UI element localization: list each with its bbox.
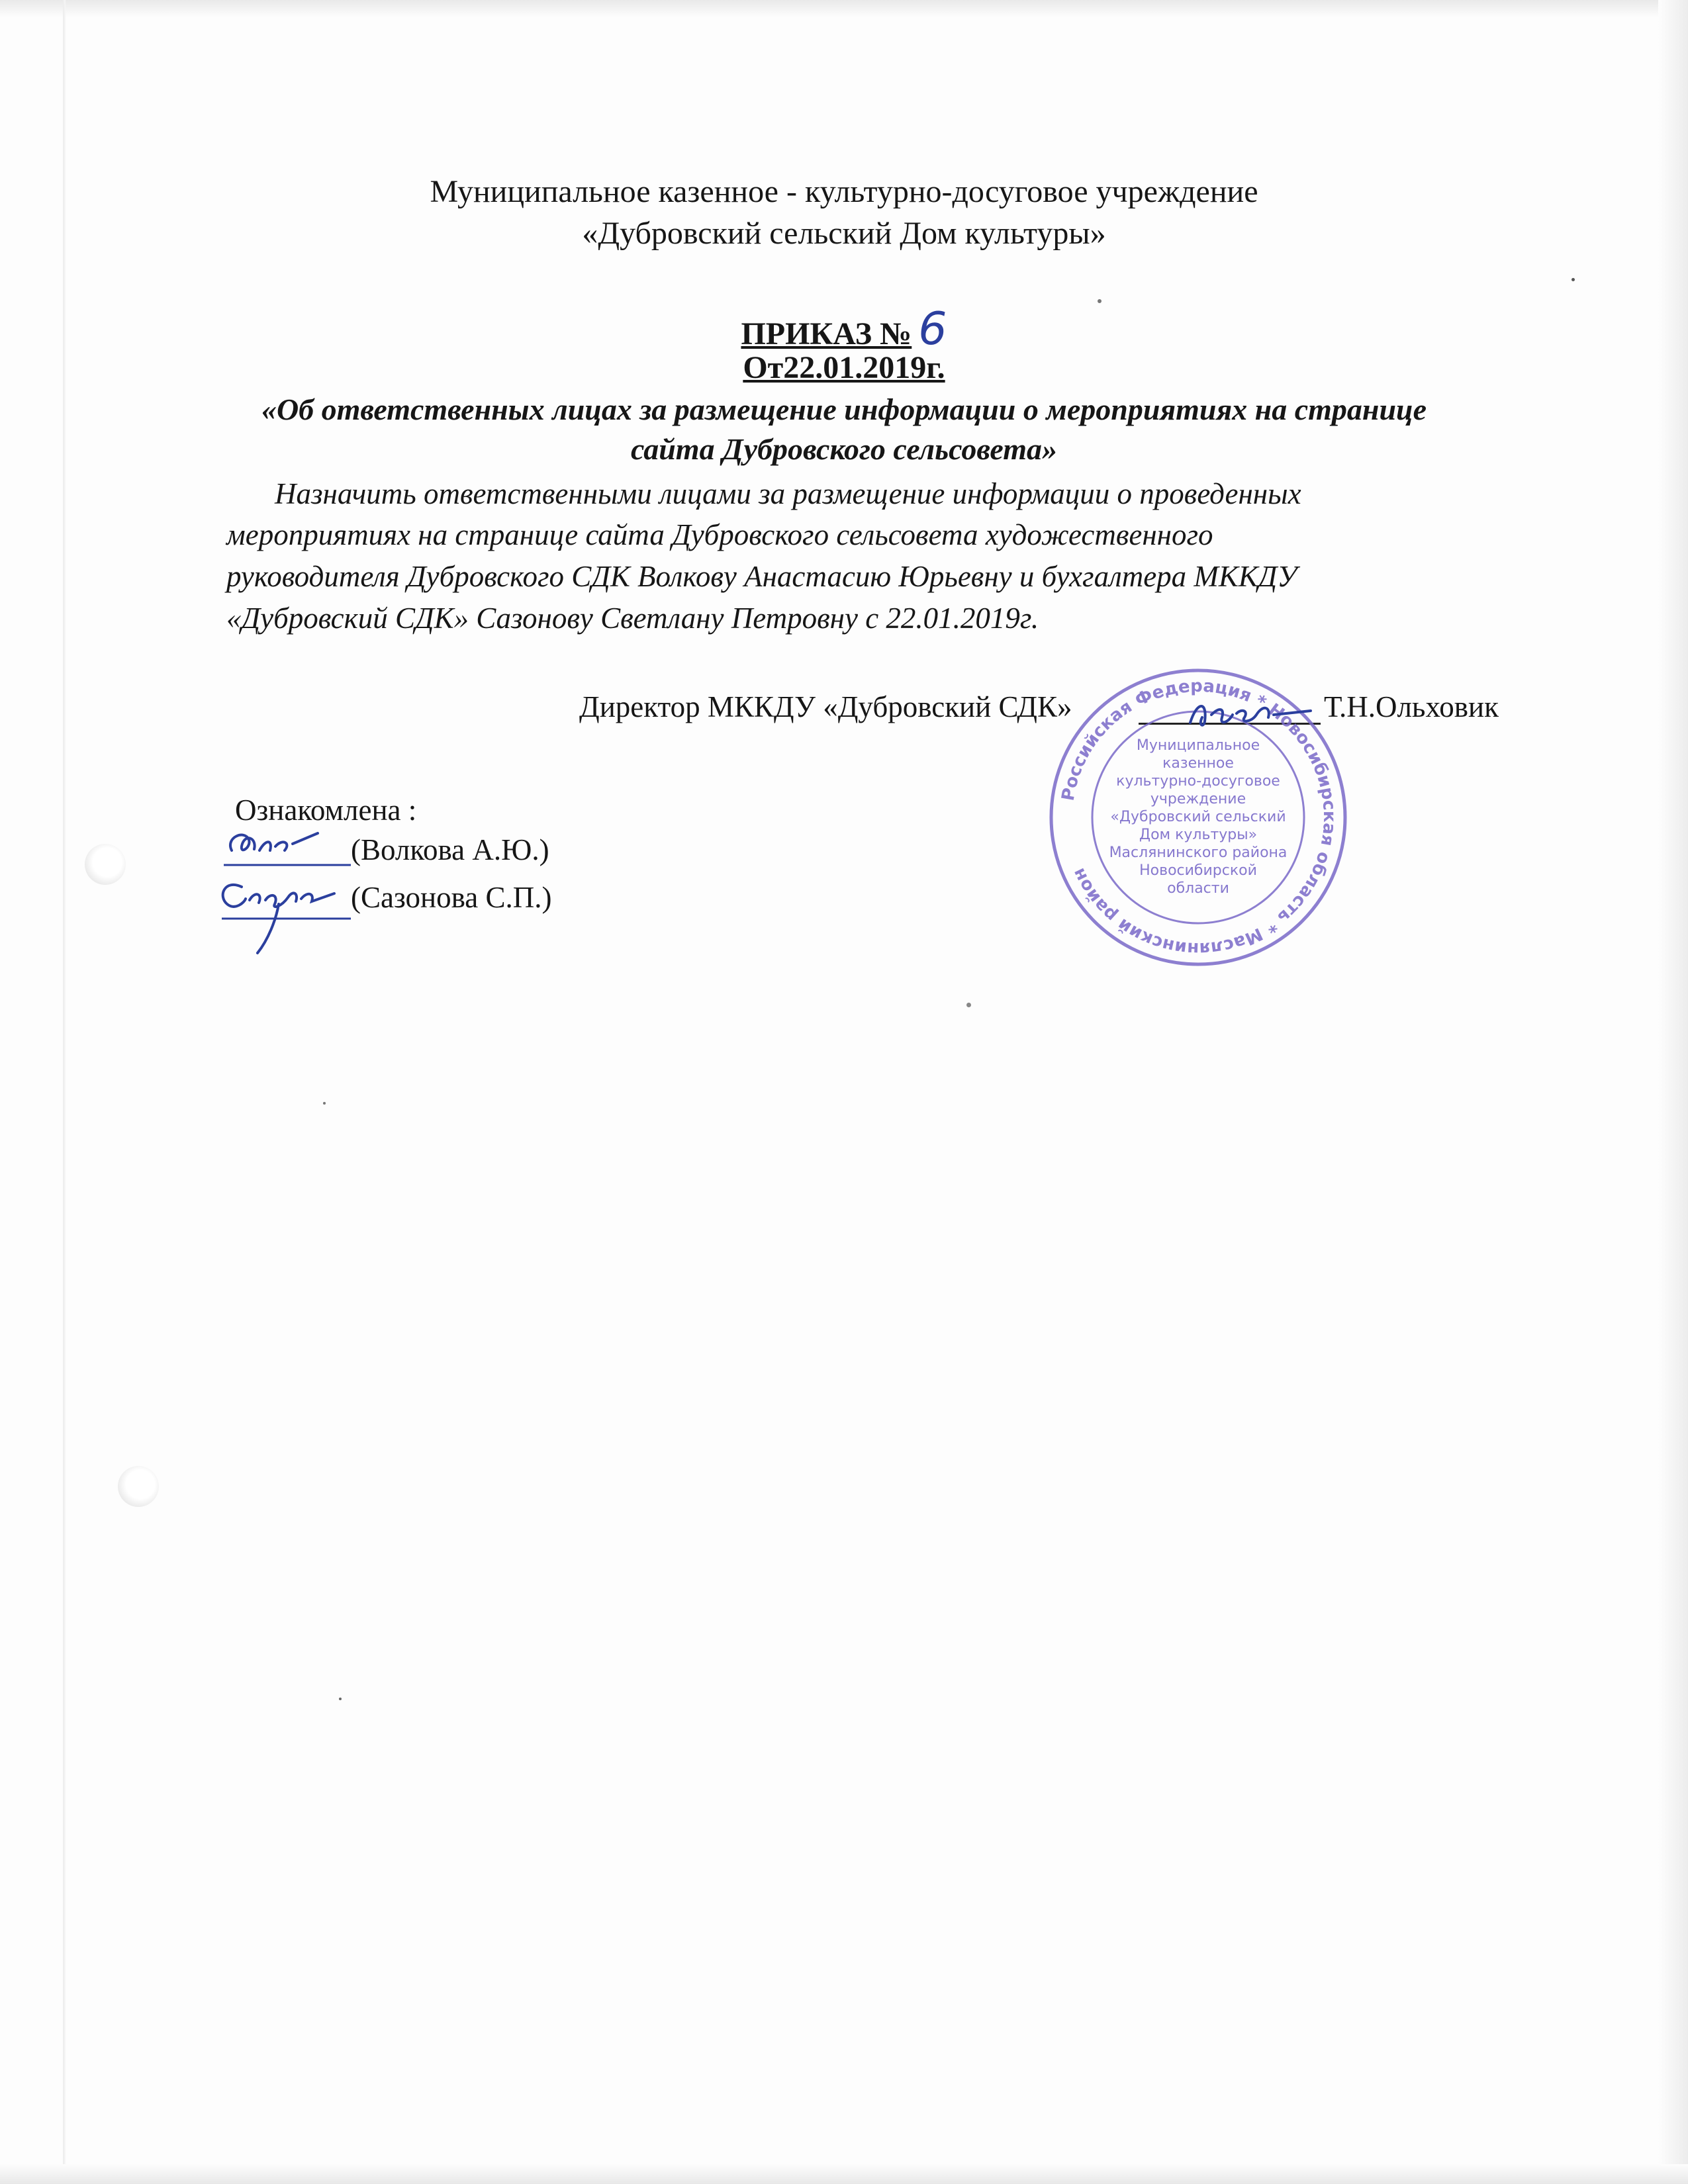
scan-speck (1098, 299, 1102, 303)
order-label: ПРИКАЗ № (741, 316, 912, 351)
scan-edge-top (0, 0, 1688, 17)
org-name-line2: «Дубровский сельский Дом культуры» (582, 216, 1106, 251)
scan-speck (339, 1698, 342, 1700)
body-line: Назначить ответственными лицами за размещение информации о проведенных (275, 477, 1301, 510)
org-name-line1: Муниципальное казенное - культурно-досуговое учреждение (430, 174, 1258, 209)
scan-edge-bottom (0, 2164, 1688, 2184)
svg-text:Новосибирской: Новосибирской (1139, 862, 1257, 879)
svg-text:культурно-досуговое: культурно-досуговое (1116, 773, 1280, 790)
acquainted-label: Ознакомлена : (235, 794, 417, 827)
svg-text:«Дубровский сельский: «Дубровский сельский (1110, 809, 1286, 825)
svg-text:казенное: казенное (1162, 755, 1234, 772)
scan-speck (966, 1003, 971, 1007)
body-line: «Дубровский СДК» Сазонову Светлану Петровну с 22.01.2019г. (226, 602, 1039, 635)
scan-speck (323, 1102, 326, 1105)
order-date: От22.01.2019г. (743, 350, 945, 385)
order-subject-line1: «Об ответственных лицах за размещение информации о мероприятиях на странице (261, 392, 1427, 426)
body-line: мероприятиях на странице сайта Дубровского сельсовета художественного (226, 518, 1213, 551)
punch-hole-icon (85, 844, 126, 885)
order-subject-line2: сайта Дубровского сельсовета» (631, 432, 1057, 466)
director-name: Т.Н.Ольховик (1324, 690, 1499, 723)
svg-text:Муниципальное: Муниципальное (1136, 737, 1260, 754)
order-title (0, 303, 1688, 355)
punch-hole-icon (118, 1466, 159, 1507)
scan-speck (1571, 278, 1575, 281)
acquainted-person: (Сазонова С.П.) (351, 881, 552, 914)
svg-text:учреждение: учреждение (1150, 791, 1246, 807)
body-line: руководителя Дубровского СДК Волкову Анастасию Юрьевну и бухгалтера МККДУ (226, 560, 1297, 593)
sazonova-signature (215, 867, 361, 960)
order-number: 6 (918, 303, 947, 355)
svg-text:области: области (1167, 880, 1229, 897)
volkova-signature (218, 824, 357, 870)
svg-text:Российская Федерация * Новосиб: Российская Федерация * Новосибирская область * Маслянинский район (1058, 676, 1340, 959)
svg-text:Дом культуры»: Дом культуры» (1139, 827, 1258, 843)
director-title: Директор МККДУ «Дубровский СДК» (579, 690, 1072, 723)
director-signature (1185, 688, 1317, 735)
acquainted-person: (Волкова А.Ю.) (351, 833, 549, 866)
svg-text:Маслянинского района: Маслянинского района (1109, 844, 1288, 861)
